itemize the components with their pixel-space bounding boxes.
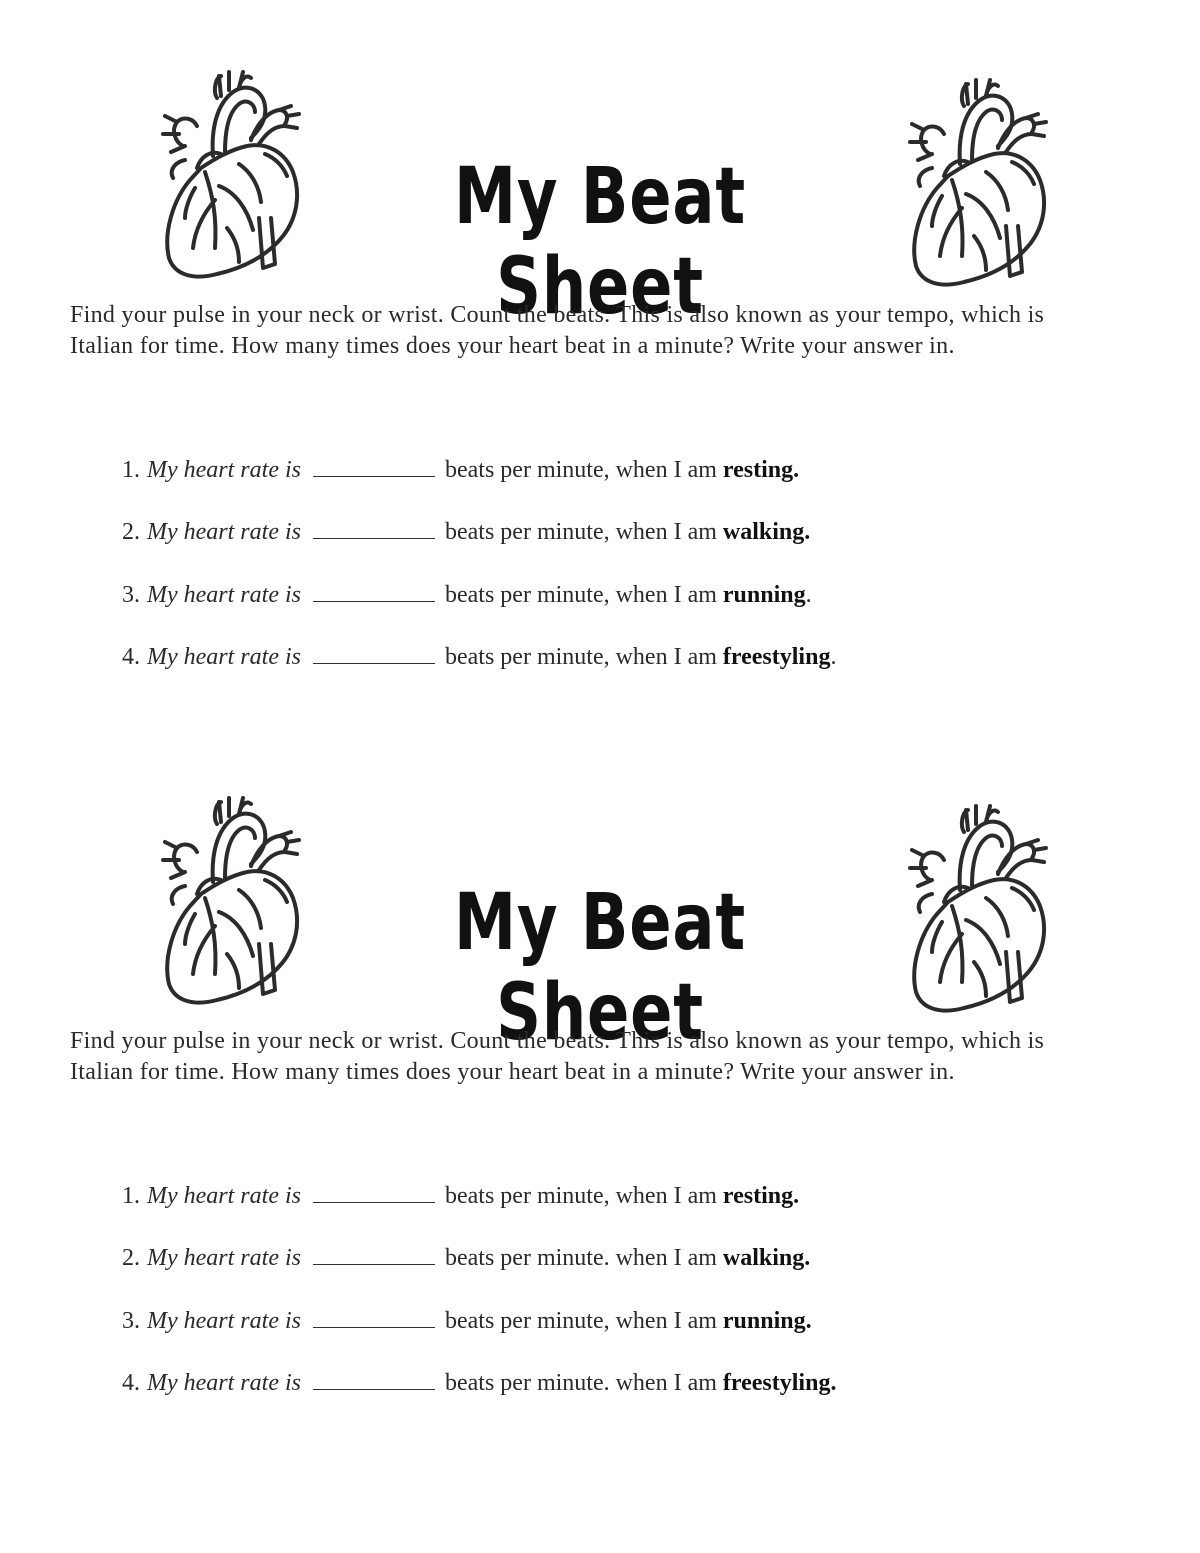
item-activity: freestyling [722, 643, 831, 670]
instructions-paragraph: Find your pulse in your neck or wrist. Count the beats. This is also known as your tempo, which is Italian for time. How many times does your heart beat in a minute? Write your answer in. [70, 302, 1045, 359]
answer-blank[interactable] [313, 581, 435, 602]
heart-rate-item [100, 639, 1000, 701]
heart-rate-item [100, 1240, 1000, 1302]
item-activity: freestyling [722, 1369, 831, 1396]
item-activity: resting [722, 457, 794, 483]
item-activity: walking [722, 1245, 805, 1272]
item-activity: walking [722, 519, 805, 546]
sheet-title: My Beat Sheet [454, 152, 746, 333]
item-lead-text: My heart rate is [147, 581, 301, 608]
item-mid-text: beats per minute, when I am [444, 519, 717, 546]
heart-rate-list [100, 452, 1000, 701]
heart-rate-list [100, 1178, 1000, 1427]
item-end-punctuation: . [830, 643, 837, 670]
item-number: 4. [122, 643, 140, 670]
item-number: 4. [122, 1369, 140, 1396]
heart-rate-item [100, 514, 1000, 576]
item-number: 1. [122, 457, 140, 483]
item-lead-text: My heart rate is [147, 643, 301, 670]
item-mid-text: beats per minute, when I am [444, 457, 717, 483]
answer-blank[interactable] [313, 1244, 435, 1265]
item-mid-text: beats per minute. when I am [444, 1369, 717, 1396]
answer-blank[interactable] [313, 643, 435, 664]
anatomical-heart-icon [902, 76, 1052, 291]
anatomical-heart-icon [155, 68, 305, 283]
answer-blank[interactable] [313, 518, 435, 539]
item-mid-text: beats per minute, when I am [444, 581, 717, 608]
item-end-punctuation: . [830, 1369, 837, 1396]
heart-rate-item [100, 577, 1000, 639]
answer-blank[interactable] [313, 1182, 435, 1203]
item-lead-text: My heart rate is [147, 1183, 301, 1209]
item-end-punctuation: . [804, 1245, 811, 1272]
item-end-punctuation: . [804, 519, 811, 546]
anatomical-heart-icon [155, 794, 305, 1009]
heart-rate-item [100, 452, 1000, 514]
item-mid-text: beats per minute, when I am [444, 1307, 717, 1334]
answer-blank[interactable] [313, 1369, 435, 1390]
answer-blank[interactable] [313, 1307, 435, 1328]
item-end-punctuation: . [805, 1307, 812, 1334]
item-lead-text: My heart rate is [147, 457, 301, 483]
answer-blank[interactable] [313, 456, 435, 477]
beat-sheet-2 [0, 726, 1200, 1426]
sheet-title: My Beat Sheet [454, 878, 746, 1059]
item-mid-text: beats per minute, when I am [444, 1183, 717, 1209]
item-number: 3. [122, 581, 140, 608]
item-number: 1. [122, 1183, 140, 1209]
item-lead-text: My heart rate is [147, 1369, 301, 1396]
item-number: 3. [122, 1307, 140, 1334]
beat-sheet-1 [0, 0, 1200, 700]
item-number: 2. [122, 1245, 140, 1272]
item-activity: resting [722, 1183, 794, 1209]
item-end-punctuation: . [793, 457, 800, 483]
heart-rate-item [100, 1303, 1000, 1365]
item-activity: running [722, 581, 806, 608]
item-lead-text: My heart rate is [147, 519, 301, 546]
item-lead-text: My heart rate is [147, 1307, 301, 1334]
item-end-punctuation: . [805, 581, 812, 608]
item-mid-text: beats per minute, when I am [444, 643, 717, 670]
heart-rate-item [100, 1365, 1000, 1427]
item-activity: running [722, 1307, 806, 1334]
anatomical-heart-icon [902, 802, 1052, 1017]
item-lead-text: My heart rate is [147, 1245, 301, 1272]
heart-rate-item [100, 1178, 1000, 1240]
item-number: 2. [122, 519, 140, 546]
item-end-punctuation: . [793, 1183, 800, 1209]
item-mid-text: beats per minute. when I am [444, 1245, 717, 1272]
instructions-paragraph: Find your pulse in your neck or wrist. Count the beats. This is also known as your tempo, which is Italian for time. How many times does your heart beat in a minute? Write your answer in. [70, 1028, 1045, 1085]
